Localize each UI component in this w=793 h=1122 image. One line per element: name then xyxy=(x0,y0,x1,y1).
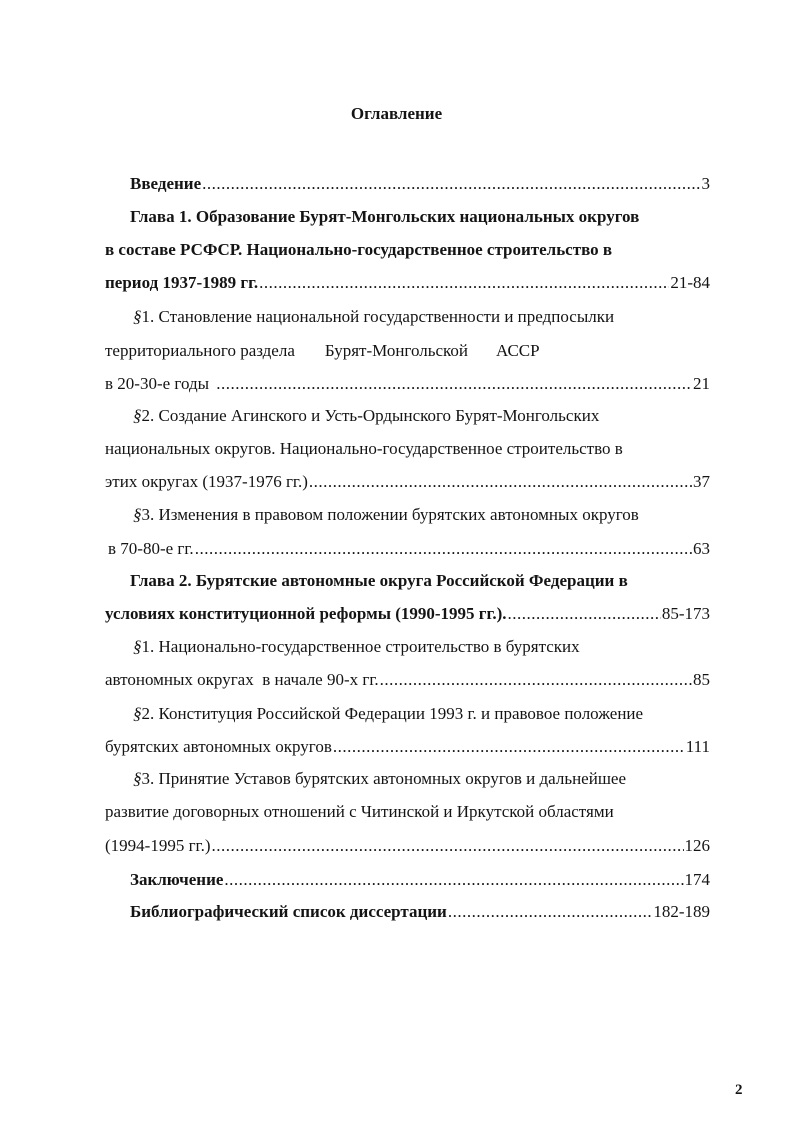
toc-label: автономных округах в начале 90-х гг. xyxy=(105,670,379,689)
toc-section-2-2-line-2 xyxy=(105,735,710,759)
toc-section-2-2-line-1[interactable] xyxy=(133,702,710,726)
toc-page: 182-189 xyxy=(653,902,710,921)
toc-label: период 1937-1989 гг. xyxy=(105,273,259,292)
toc-label: 2. Конституция Российской Федерации 1993 г. и правовое положение xyxy=(141,704,644,723)
toc-chapter-2-line-2 xyxy=(105,602,710,626)
dot-leader xyxy=(224,868,683,892)
toc-section-2-1-line-1[interactable] xyxy=(133,635,710,659)
toc-page: 21-84 xyxy=(670,273,710,292)
dot-leader xyxy=(195,537,692,561)
toc-section-2-3-line-3 xyxy=(105,834,710,858)
section-sign: § xyxy=(133,406,142,425)
toc-chapter-1-line-3 xyxy=(105,271,710,295)
toc-label: Введение xyxy=(130,174,202,193)
toc-label: бурятских автономных округов xyxy=(105,737,332,756)
dot-leader xyxy=(508,602,661,626)
toc-section-1-2-line-1[interactable] xyxy=(133,404,710,428)
toc-label: этих округах (1937-1976 гг.) xyxy=(105,472,308,491)
toc-label: 1. Национально-государственное строительство в бурятских xyxy=(141,637,580,656)
toc-label: условиях конституционной реформы (1990-1995 гг.). xyxy=(105,604,507,623)
toc-label: 1. Становление национальной государственности и предпосылки xyxy=(141,307,615,326)
dot-leader xyxy=(212,834,684,858)
section-sign: § xyxy=(133,505,142,524)
toc-label: территориального раздела xyxy=(105,341,295,360)
section-sign: § xyxy=(133,704,142,723)
toc-label: Бурят-Монгольской xyxy=(324,341,469,360)
toc-page: 85-173 xyxy=(661,604,710,623)
toc-page: 126 xyxy=(684,836,710,855)
toc-section-1-1-line-3 xyxy=(105,372,710,396)
toc-section-1-1-line-1[interactable] xyxy=(133,305,710,329)
section-sign: § xyxy=(133,769,142,788)
section-sign: § xyxy=(133,307,142,326)
toc-label: 3. Принятие Уставов бурятских автономных округов и дальнейшее xyxy=(141,769,626,788)
toc-section-1-2-line-3 xyxy=(105,470,710,494)
toc-page: 85 xyxy=(693,670,710,689)
page-number: 2 xyxy=(735,1082,743,1098)
toc-label: АССР xyxy=(496,341,540,360)
toc-section-2-3-line-1[interactable] xyxy=(133,767,710,791)
dot-leader xyxy=(259,271,669,295)
toc-entry-introduction[interactable] xyxy=(130,172,710,196)
toc-label: Заключение xyxy=(130,870,224,889)
dot-leader xyxy=(309,470,692,494)
dot-leader xyxy=(216,372,692,396)
toc-section-1-1-line-2 xyxy=(105,339,710,363)
toc-label: в 70-80-е гг. xyxy=(108,539,194,558)
toc-section-1-2-line-2 xyxy=(105,437,710,461)
toc-page: 3 xyxy=(701,174,710,193)
page-title: Оглавление xyxy=(350,104,443,123)
dot-leader xyxy=(448,900,652,924)
toc-section-1-3-line-1[interactable] xyxy=(133,503,710,527)
toc-label: Глава 2. Бурятские автономные округа Российской Федерации в xyxy=(130,571,628,590)
toc-entry-bibliography[interactable] xyxy=(130,900,710,924)
toc-entry-conclusion[interactable] xyxy=(130,868,710,892)
toc-label: Глава 1. Образование Бурят-Монгольских национальных округов xyxy=(130,207,640,226)
dot-leader xyxy=(202,172,700,196)
toc-label: (1994-1995 гг.) xyxy=(105,836,211,855)
dot-leader xyxy=(333,735,685,759)
toc-section-1-3-line-2 xyxy=(108,537,710,561)
toc-section-2-3-line-2 xyxy=(105,800,710,824)
toc-page: 37 xyxy=(693,472,710,491)
toc-page: 111 xyxy=(685,737,710,756)
toc-page: 21 xyxy=(693,374,710,393)
toc-chapter-1-line-2 xyxy=(105,238,710,262)
toc-chapter-1-line-1[interactable] xyxy=(130,205,710,229)
toc-chapter-2-line-1[interactable] xyxy=(130,569,710,593)
toc-page: 63 xyxy=(693,539,710,558)
toc-section-2-1-line-2 xyxy=(105,668,710,692)
toc-label: 3. Изменения в правовом положении бурятских автономных округов xyxy=(141,505,639,524)
toc-label: 2. Создание Агинского и Усть-Ордынского Бурят-Монгольских xyxy=(141,406,600,425)
dot-leader xyxy=(380,668,692,692)
section-sign: § xyxy=(133,637,142,656)
toc-label: Библиографический список диссертации xyxy=(130,902,447,921)
toc-label: национальных округов. Национально-государственное строительство в xyxy=(105,439,623,458)
toc-label: развитие договорных отношений с Читинской и Иркутской областями xyxy=(105,802,614,821)
toc-label: в составе РСФСР. Национально-государственное строительство в xyxy=(105,240,613,259)
toc-label: в 20-30-е годы xyxy=(105,374,210,393)
toc-page: 174 xyxy=(684,870,710,889)
